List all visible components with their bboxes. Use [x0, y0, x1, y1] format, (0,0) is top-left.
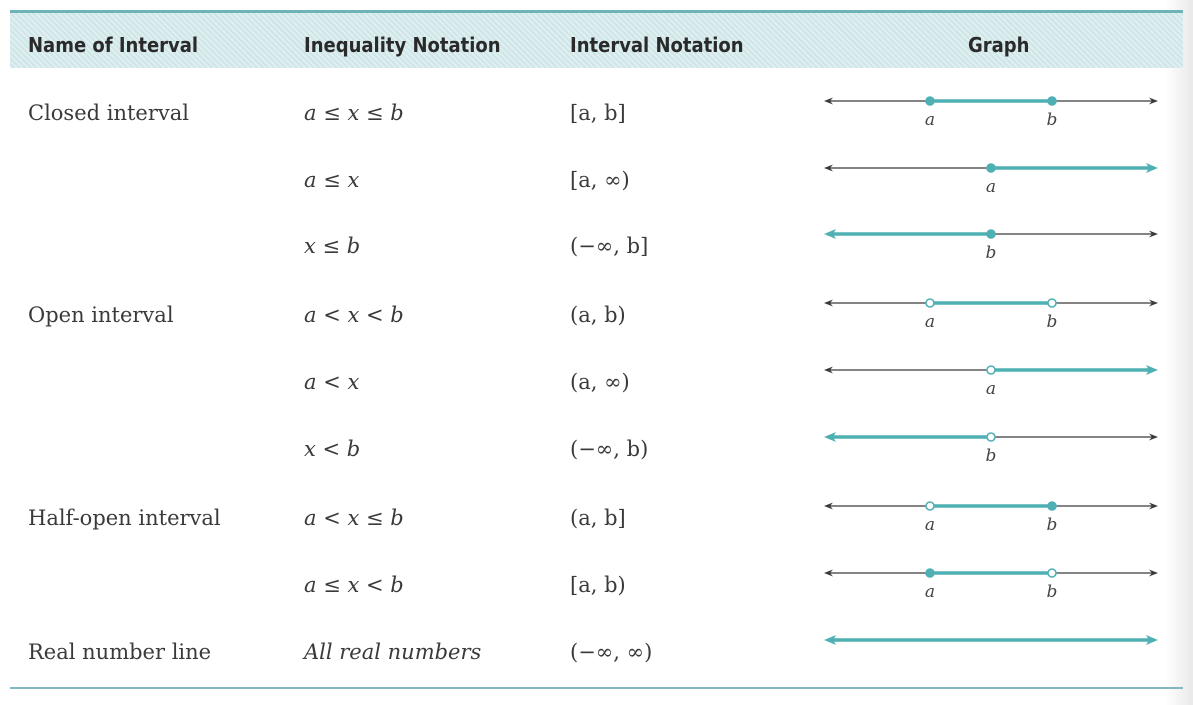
- number-line-graph: [818, 87, 1164, 143]
- interval-notation: (−∞, b): [570, 437, 649, 461]
- number-line-graph: [818, 423, 1164, 479]
- interval-notation: [a, ∞): [570, 168, 630, 192]
- inequality-notation: a < x ≤ b: [304, 506, 404, 530]
- table-row: [0, 640, 1193, 680]
- interval-notation: (a, b): [570, 303, 626, 327]
- table-row: [0, 234, 1193, 274]
- inequality-notation: a < x < b: [304, 303, 404, 327]
- header-interval-notation: Interval Notation: [570, 33, 744, 57]
- interval-notation: [a, b]: [570, 101, 626, 125]
- inequality-notation: a ≤ x: [304, 168, 360, 192]
- inequality-notation: x ≤ b: [304, 234, 361, 258]
- interval-name: Closed interval: [28, 101, 189, 125]
- number-line-graph: [818, 626, 1164, 682]
- number-line-graph: [818, 154, 1164, 210]
- endpoint-b: [987, 230, 995, 238]
- interval-notation: (a, b]: [570, 506, 626, 530]
- number-line-graph: [818, 289, 1164, 345]
- interval-name: Half-open interval: [28, 506, 221, 530]
- endpoint-a: [926, 569, 934, 577]
- header-inequality-notation: Inequality Notation: [304, 33, 501, 57]
- endpoint-b: [1048, 502, 1056, 510]
- interval-notation: [a, b): [570, 573, 626, 597]
- point-label-a: a: [985, 177, 997, 197]
- number-line-graph: [818, 492, 1164, 548]
- endpoint-b: [1048, 97, 1056, 105]
- endpoint-b: [1048, 569, 1056, 577]
- interval-name: Real number line: [28, 640, 212, 664]
- endpoint-a: [926, 502, 934, 510]
- table-bottom-rule: [10, 687, 1183, 689]
- point-label-a: a: [924, 582, 936, 602]
- point-label-a: a: [924, 110, 936, 130]
- interval-notation: (a, ∞): [570, 370, 630, 394]
- inequality-notation: a ≤ x < b: [304, 573, 404, 597]
- table-row: [0, 506, 1193, 546]
- inequality-notation: a < x: [304, 370, 360, 394]
- endpoint-b: [987, 433, 995, 441]
- point-label-b: b: [1046, 110, 1058, 130]
- number-line-graph: [818, 559, 1164, 615]
- point-label-a: a: [924, 515, 936, 535]
- endpoint-a: [987, 164, 995, 172]
- point-label-b: b: [1046, 582, 1058, 602]
- table-row: [0, 573, 1193, 613]
- inequality-notation: a ≤ x ≤ b: [304, 101, 404, 125]
- point-label-a: a: [985, 379, 997, 399]
- endpoint-a: [987, 366, 995, 374]
- point-label-b: b: [1046, 515, 1058, 535]
- endpoint-a: [926, 299, 934, 307]
- point-label-b: b: [985, 243, 997, 263]
- point-label-a: a: [924, 312, 936, 332]
- table-row: [0, 370, 1193, 410]
- number-line-graph: [818, 220, 1164, 276]
- inequality-notation: x < b: [304, 437, 361, 461]
- header-graph: Graph: [968, 33, 1030, 57]
- interval-notation: (−∞, b]: [570, 234, 649, 258]
- endpoint-b: [1048, 299, 1056, 307]
- header-name-of-interval: Name of Interval: [28, 33, 199, 57]
- table-row: [0, 168, 1193, 208]
- interval-name: Open interval: [28, 303, 174, 327]
- number-line-graph: [818, 356, 1164, 412]
- table-row: [0, 303, 1193, 343]
- table-header: [10, 10, 1183, 68]
- point-label-b: b: [985, 446, 997, 466]
- point-label-b: b: [1046, 312, 1058, 332]
- inequality-notation: All real numbers: [304, 640, 482, 664]
- table-row: [0, 101, 1193, 141]
- table-row: [0, 437, 1193, 477]
- interval-notation: (−∞, ∞): [570, 640, 653, 664]
- endpoint-a: [926, 97, 934, 105]
